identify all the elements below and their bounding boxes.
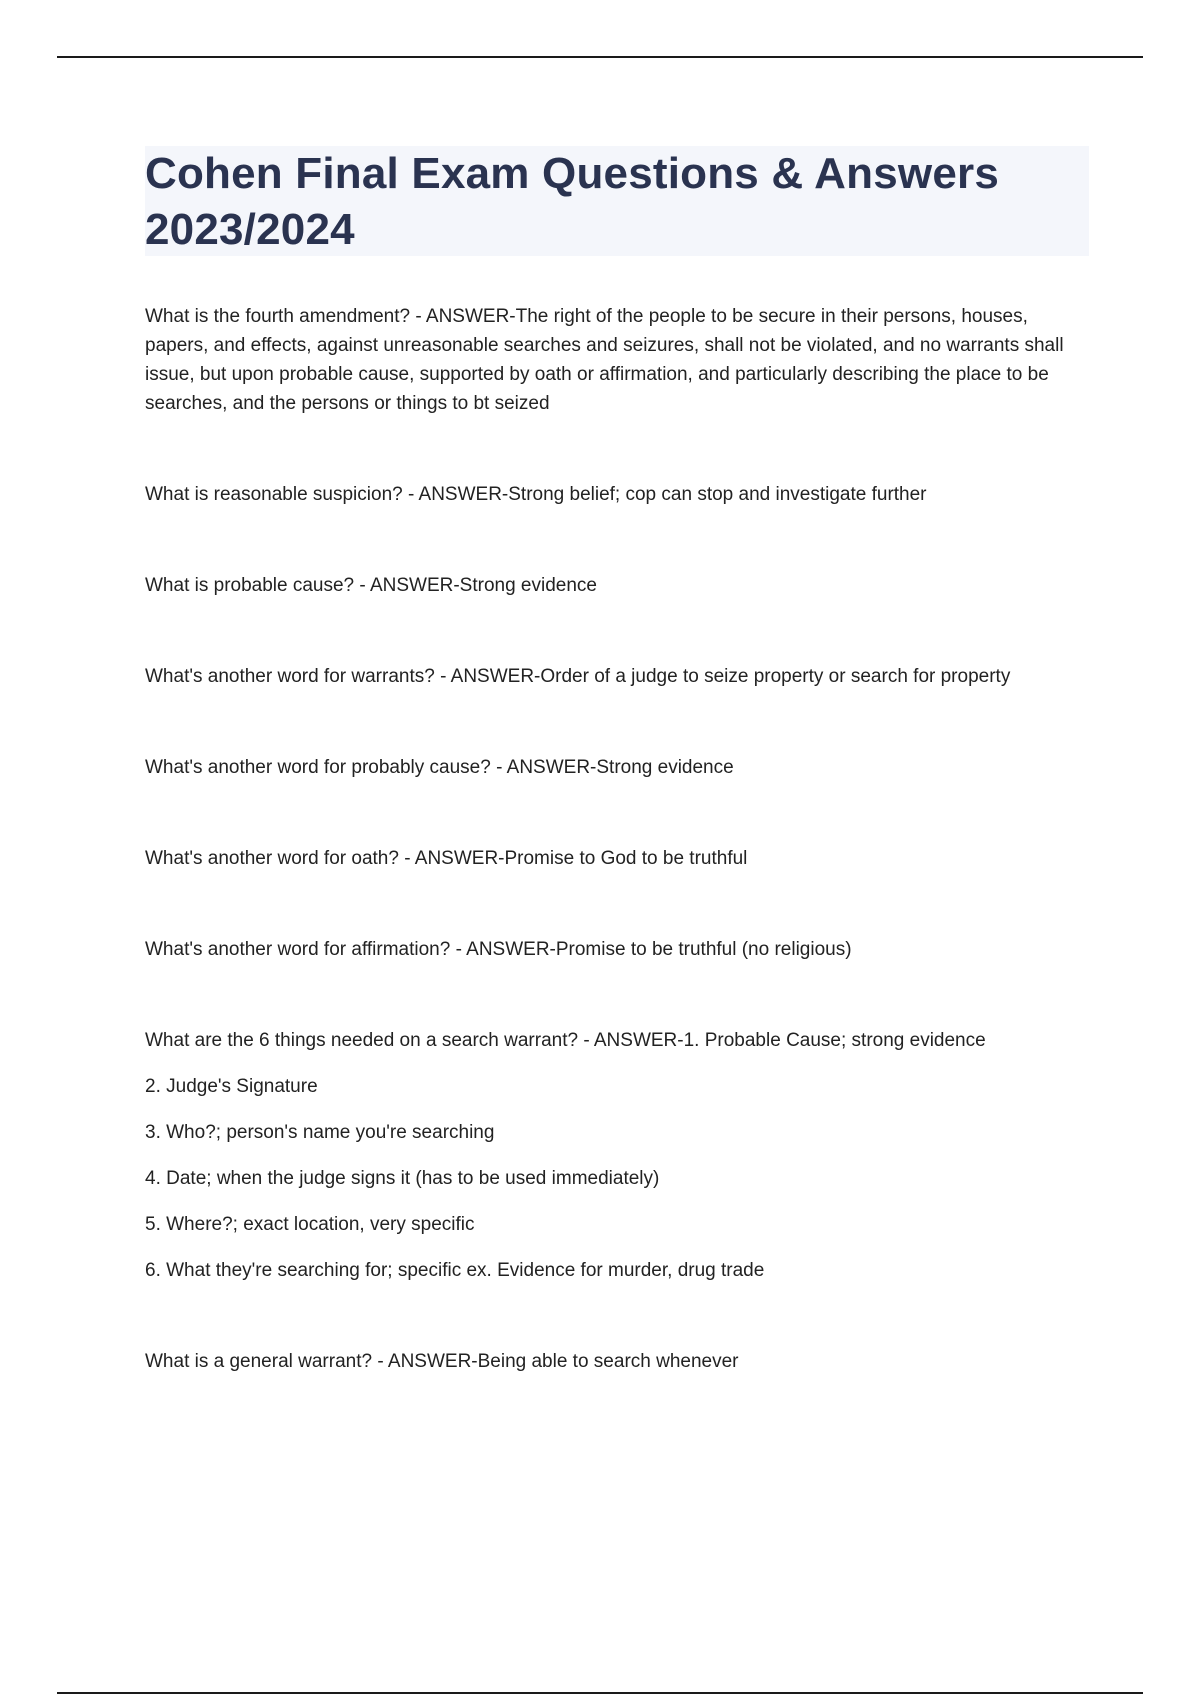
qa-text: What's another word for warrants? - ANSWER-Order of a judge to seize property or search for property	[145, 666, 1011, 687]
list-line: 4. Date; when the judge signs it (has to be used immediately)	[145, 1168, 660, 1189]
title-banner	[145, 146, 1089, 256]
qa-text: What are the 6 things needed on a search warrant? - ANSWER-1. Probable Cause; strong evidence	[145, 1030, 986, 1051]
list-line: 6. What they're searching for; specific ex. Evidence for murder, drug trade	[145, 1260, 765, 1281]
qa-item	[145, 844, 1090, 873]
qa-item	[145, 753, 1090, 782]
qa-list	[145, 302, 1090, 1438]
qa-item	[145, 302, 1090, 418]
qa-item	[145, 571, 1090, 600]
qa-text: What is a general warrant? - ANSWER-Being able to search whenever	[145, 1351, 739, 1372]
qa-item	[145, 1347, 1090, 1376]
qa-text: What is probable cause? - ANSWER-Strong evidence	[145, 575, 597, 596]
qa-item	[145, 662, 1090, 691]
top-rule	[57, 56, 1143, 58]
qa-text: What is the fourth amendment? - ANSWER-The right of the people to be secure in their persons, houses, papers, and effects, against unreasonable searches and seizures, shall not be violated, and no warrants shall issue, but upon probable cause, supported by oath or affirmation, and particularly describing the place to be searches, and the persons or things to bt seized	[145, 306, 1064, 414]
document-title: Cohen Final Exam Questions & Answers 2023/2024	[145, 149, 999, 254]
qa-text: What's another word for affirmation? - ANSWER-Promise to be truthful (no religious)	[145, 939, 852, 960]
qa-text: What's another word for oath? - ANSWER-Promise to God to be truthful	[145, 848, 748, 869]
qa-item-search-warrant	[145, 1026, 1090, 1285]
bottom-rule	[57, 1692, 1143, 1694]
qa-item	[145, 935, 1090, 964]
list-line: 3. Who?; person's name you're searching	[145, 1122, 495, 1143]
qa-text: What is reasonable suspicion? - ANSWER-Strong belief; cop can stop and investigate further	[145, 484, 927, 505]
qa-item	[145, 480, 1090, 509]
list-line: 5. Where?; exact location, very specific	[145, 1214, 475, 1235]
qa-text: What's another word for probably cause? - ANSWER-Strong evidence	[145, 757, 734, 778]
list-line: 2. Judge's Signature	[145, 1076, 318, 1097]
